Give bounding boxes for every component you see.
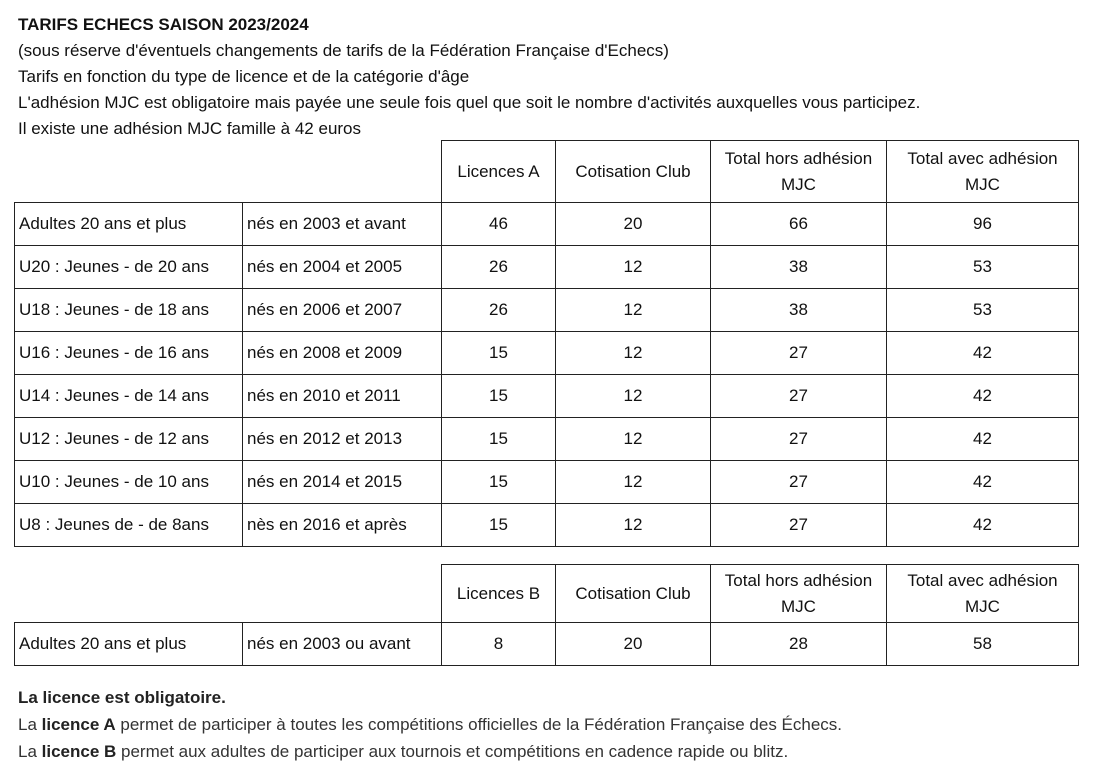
total-avec-cell: 42	[887, 418, 1079, 461]
licence-price-cell: 26	[442, 246, 556, 289]
table-row	[15, 623, 1079, 666]
intro-line: (sous réserve d'éventuels changements de tarifs de la Fédération Française d'Echecs)	[18, 41, 669, 60]
birth-years-cell: nés en 2012 et 2013	[243, 418, 442, 461]
total-avec-cell: 58	[887, 623, 1079, 666]
category-cell: U12 : Jeunes - de 12 ans	[15, 418, 243, 461]
header-total-avec	[887, 565, 1079, 623]
licence-b-table	[14, 564, 1079, 666]
empty-header-cell	[15, 141, 243, 203]
category-cell: Adultes 20 ans et plus	[15, 203, 243, 246]
header-total-hors-line1: Total hors adhésion	[724, 570, 873, 590]
birth-years-cell: nés en 2014 et 2015	[243, 461, 442, 504]
total-hors-cell: 27	[711, 332, 887, 375]
total-hors-cell: 28	[711, 623, 887, 666]
note-prefix: La	[18, 715, 42, 734]
header-total-avec-line2: MJC	[965, 596, 1000, 616]
birth-years-cell: nés en 2010 et 2011	[243, 375, 442, 418]
intro-block	[18, 12, 920, 142]
header-total-hors	[711, 565, 887, 623]
category-cell: U16 : Jeunes - de 16 ans	[15, 332, 243, 375]
page-title: TARIFS ECHECS SAISON 2023/2024	[18, 15, 309, 34]
licence-b-note	[18, 738, 842, 765]
table-row	[15, 504, 1079, 547]
category-cell: U14 : Jeunes - de 14 ans	[15, 375, 243, 418]
birth-years-cell: nès en 2016 et après	[243, 504, 442, 547]
cotisation-cell: 20	[556, 623, 711, 666]
total-avec-cell: 53	[887, 246, 1079, 289]
birth-years-cell: nés en 2003 et avant	[243, 203, 442, 246]
empty-header-cell	[243, 565, 442, 623]
table-row	[15, 332, 1079, 375]
birth-years-cell: nés en 2003 ou avant	[243, 623, 442, 666]
cotisation-cell: 12	[556, 289, 711, 332]
licence-a-note	[18, 711, 842, 738]
licence-required-note: La licence est obligatoire.	[18, 688, 226, 707]
total-hors-cell: 27	[711, 504, 887, 547]
table-row	[15, 418, 1079, 461]
licence-price-cell: 46	[442, 203, 556, 246]
licence-price-cell: 15	[442, 461, 556, 504]
header-total-hors	[711, 141, 887, 203]
total-hors-cell: 38	[711, 246, 887, 289]
category-cell: U10 : Jeunes - de 10 ans	[15, 461, 243, 504]
table-row	[15, 289, 1079, 332]
licence-price-cell: 15	[442, 375, 556, 418]
empty-header-cell	[15, 565, 243, 623]
cotisation-cell: 20	[556, 203, 711, 246]
table-row	[15, 461, 1079, 504]
cotisation-cell: 12	[556, 418, 711, 461]
notes-block	[18, 684, 842, 765]
header-total-avec-line1: Total avec adhésion	[907, 570, 1058, 590]
note-licence-b-label: licence B	[41, 742, 117, 761]
table-row	[15, 246, 1079, 289]
total-avec-cell: 42	[887, 332, 1079, 375]
category-cell: U20 : Jeunes - de 20 ans	[15, 246, 243, 289]
total-avec-cell: 96	[887, 203, 1079, 246]
total-hors-cell: 66	[711, 203, 887, 246]
header-licence: Licences A	[442, 141, 556, 203]
intro-line: Il existe une adhésion MJC famille à 42 euros	[18, 119, 362, 138]
total-avec-cell: 53	[887, 289, 1079, 332]
table-row	[15, 375, 1079, 418]
birth-years-cell: nés en 2006 et 2007	[243, 289, 442, 332]
header-total-avec	[887, 141, 1079, 203]
header-total-avec-line2: MJC	[965, 174, 1000, 194]
category-cell: U18 : Jeunes - de 18 ans	[15, 289, 243, 332]
cotisation-cell: 12	[556, 332, 711, 375]
intro-line: L'adhésion MJC est obligatoire mais payée une seule fois quel que soit le nombre d'activités auxquelles vous participez.	[18, 93, 921, 112]
total-hors-cell: 38	[711, 289, 887, 332]
table-header-row	[15, 565, 1079, 623]
cotisation-cell: 12	[556, 504, 711, 547]
total-hors-cell: 27	[711, 418, 887, 461]
total-hors-cell: 27	[711, 461, 887, 504]
header-licence: Licences B	[442, 565, 556, 623]
licence-price-cell: 26	[442, 289, 556, 332]
total-hors-cell: 27	[711, 375, 887, 418]
header-cotisation: Cotisation Club	[556, 141, 711, 203]
category-cell: Adultes 20 ans et plus	[15, 623, 243, 666]
birth-years-cell: nés en 2008 et 2009	[243, 332, 442, 375]
empty-header-cell	[243, 141, 442, 203]
licence-a-table	[14, 140, 1079, 547]
header-cotisation: Cotisation Club	[556, 565, 711, 623]
licence-price-cell: 15	[442, 504, 556, 547]
intro-line: Tarifs en fonction du type de licence et de la catégorie d'âge	[18, 67, 470, 86]
category-cell: U8 : Jeunes de - de 8ans	[15, 504, 243, 547]
cotisation-cell: 12	[556, 375, 711, 418]
note-text: permet aux adultes de participer aux tournois et compétitions en cadence rapide ou blitz.	[116, 742, 789, 761]
cotisation-cell: 12	[556, 461, 711, 504]
cotisation-cell: 12	[556, 246, 711, 289]
licence-price-cell: 15	[442, 418, 556, 461]
birth-years-cell: nés en 2004 et 2005	[243, 246, 442, 289]
total-avec-cell: 42	[887, 375, 1079, 418]
total-avec-cell: 42	[887, 461, 1079, 504]
header-total-hors-line2: MJC	[781, 174, 816, 194]
table-row	[15, 203, 1079, 246]
header-total-avec-line1: Total avec adhésion	[907, 148, 1058, 168]
header-total-hors-line2: MJC	[781, 596, 816, 616]
table-header-row	[15, 141, 1079, 203]
note-text: permet de participer à toutes les compétitions officielles de la Fédération Française des Échecs.	[115, 715, 843, 734]
note-licence-a-label: licence A	[41, 715, 116, 734]
header-total-hors-line1: Total hors adhésion	[724, 148, 873, 168]
licence-price-cell: 8	[442, 623, 556, 666]
licence-price-cell: 15	[442, 332, 556, 375]
note-prefix: La	[18, 742, 42, 761]
total-avec-cell: 42	[887, 504, 1079, 547]
